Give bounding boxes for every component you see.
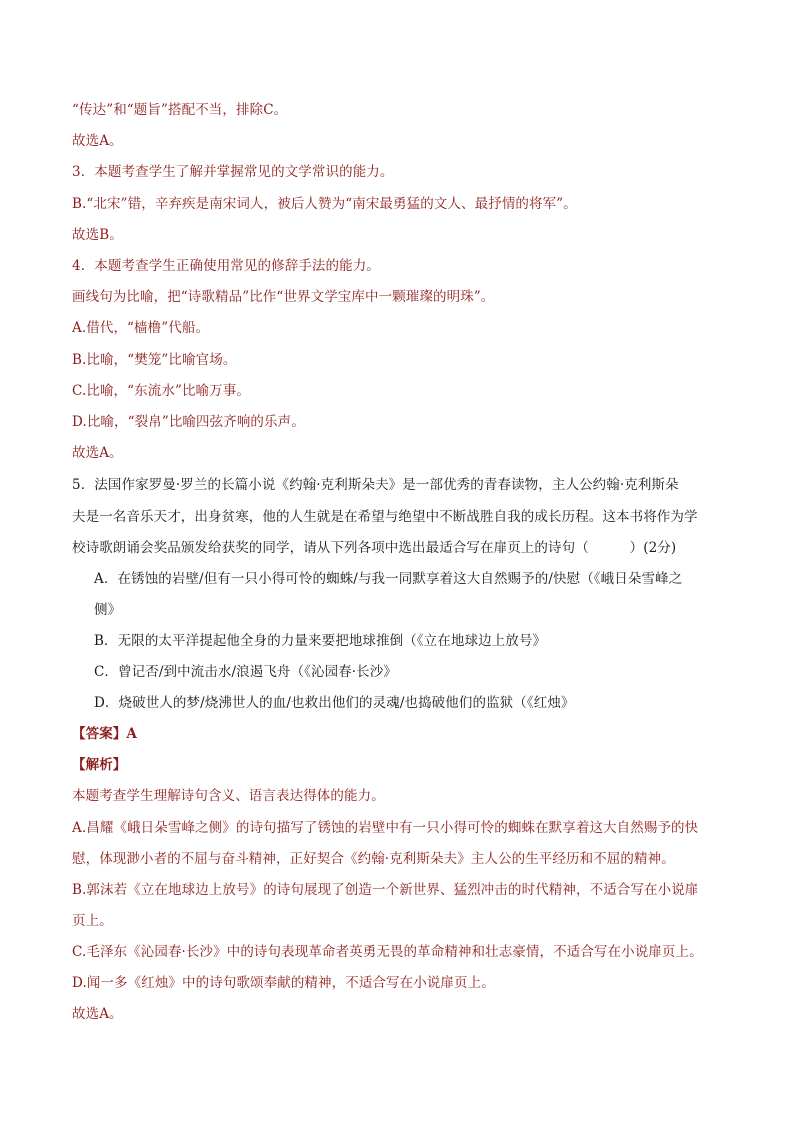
- text-line: 故选A。: [72, 445, 123, 461]
- text-line: 慰，体现渺小者的不屈与奋斗精神，正好契合《约翰·克利斯朵夫》主人公的生平经历和不屈的精神。: [72, 851, 675, 867]
- question-stem-line: 夫是一名音乐天才，出身贫寒，他的人生就是在希望与绝望中不断战胜自我的成长历程。这本书将作为学: [72, 509, 698, 525]
- text-line: 故选A。: [72, 1006, 123, 1022]
- text-line: D.比喻，“裂帛”比喻四弦齐响的乐声。: [72, 414, 305, 430]
- text-line: 故选B。: [72, 227, 123, 243]
- text-line: 3．本题考查学生了解并掌握常见的文学常识的能力。: [72, 164, 394, 180]
- text-line: B.比喻，“樊笼”比喻官场。: [72, 352, 237, 368]
- text-line: C.比喻，“东流水”比喻万事。: [72, 383, 250, 399]
- text-line: “传达”和“题旨”搭配不当，排除C。: [72, 102, 288, 118]
- text-line: B.郭沫若《立在地球边上放号》的诗句展现了创造一个新世界、猛烈冲击的时代精神，不适合写在小说扉: [72, 882, 699, 898]
- text-line: 页上。: [72, 913, 113, 929]
- option-d: D．烧破世人的梦/烧沸世人的血/也救出他们的灵魂/也捣破他们的监狱（《红烛》: [94, 695, 575, 711]
- question-stem-line: 校诗歌朗诵会奖品颁发给获奖的同学，请从下列各项中选出最适合写在扉页上的诗句（ ）(2分): [72, 540, 677, 556]
- answer-label: 【答案】A: [72, 726, 137, 742]
- text-line: A.借代，“樯橹”代船。: [72, 320, 210, 336]
- question-stem-line: 5．法国作家罗曼·罗兰的长篇小说《约翰·克利斯朵夫》是一部优秀的青春读物，主人公约翰·克利斯朵: [72, 477, 679, 493]
- text-line: C.毛泽东《沁园春·长沙》中的诗句表现革命者英勇无畏的革命精神和壮志豪情，不适合写在小说扉页上。: [72, 944, 703, 960]
- option-b: B．无限的太平洋提起他全身的力量来要把地球推倒（《立在地球边上放号》: [94, 633, 547, 649]
- text-line: 4．本题考查学生正确使用常见的修辞手法的能力。: [72, 258, 380, 274]
- text-line: D.闻一多《红烛》中的诗句歌颂奉献的精神，不适合写在小说扉页上。: [72, 975, 495, 991]
- option-a-continued: 侧》: [94, 602, 122, 618]
- text-line: 画线句为比喻，把“诗歌精品”比作“世界文学宝库中一颗璀璨的明珠”。: [72, 289, 495, 305]
- analysis-label: 【解析】: [72, 757, 127, 773]
- option-a: A．在锈蚀的岩壁/但有一只小得可怜的蜘蛛/与我一同默享着这大自然赐予的/快慰（《峨日朵雪峰之: [94, 571, 683, 587]
- text-line: 本题考查学生理解诗句含义、语言表达得体的能力。: [72, 788, 385, 804]
- text-line: B.“北宋”错，辛弃疾是南宋词人，被后人赞为“南宋最勇猛的文人、最抒情的将军”。: [72, 196, 577, 212]
- text-line: A.昌耀《峨日朵雪峰之侧》的诗句描写了锈蚀的岩壁中有一只小得可怜的蜘蛛在默享着这大自然赐予的快: [72, 820, 699, 836]
- option-c: C．曾记否/到中流击水/浪遏飞舟（《沁园春·长沙》: [94, 664, 397, 680]
- text-line: 故选A。: [72, 133, 123, 149]
